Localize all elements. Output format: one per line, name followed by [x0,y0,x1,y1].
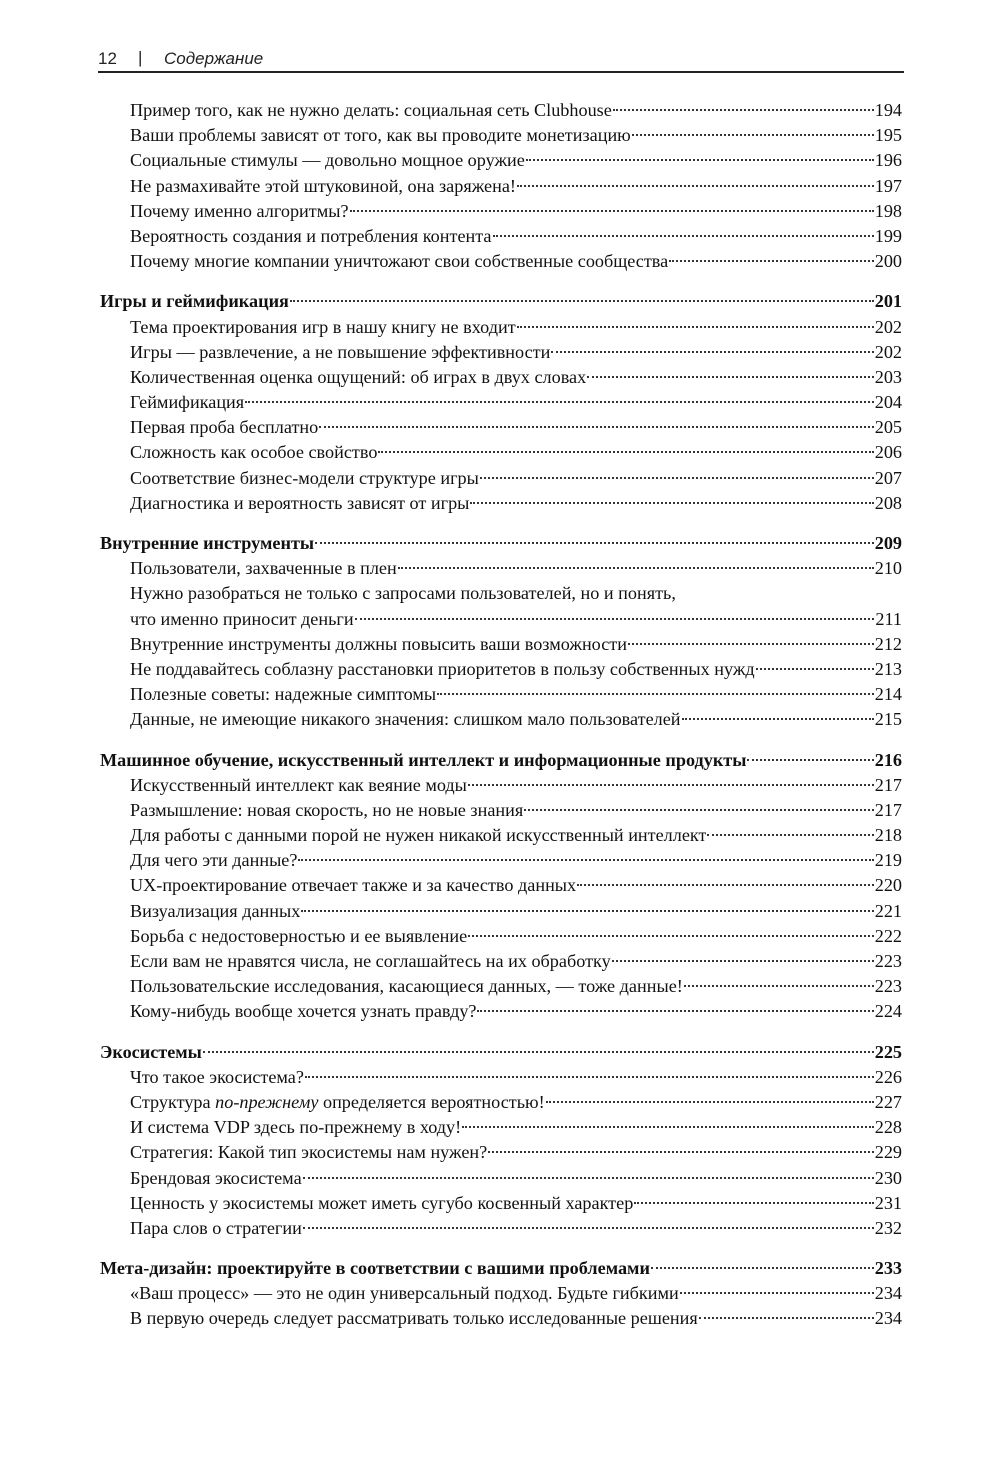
toc-subsection [100,556,902,581]
dot-leader [290,300,874,302]
toc-page-number: 229 [874,1142,902,1163]
dot-leader [747,759,873,761]
toc-page-number: 234 [874,1308,902,1329]
toc-entry-title: Ценность у экосистемы может иметь сугубо косвенный характер [130,1192,634,1213]
dot-leader [517,185,874,187]
toc-page-number: 215 [874,709,902,730]
header-separator: | [138,48,143,67]
toc-subsection [100,773,902,798]
dot-leader [301,910,873,912]
toc-page-number: 211 [875,608,902,629]
dot-leader [305,1076,874,1078]
toc-page-number: 223 [874,976,902,997]
toc-page-number: 221 [874,900,902,921]
toc-subsection [100,466,902,491]
toc-subsection [100,1191,902,1216]
toc-chapter [100,531,902,556]
toc-entry-title: Что такое экосистема? [130,1066,304,1087]
toc-subsection [100,1166,902,1191]
toc-subsection [100,199,902,224]
toc-chapter [100,289,902,314]
dot-leader [378,451,873,453]
toc-page-number: 228 [874,1117,902,1138]
toc-entry-title: Полезные советы: надежные симптомы [130,684,437,705]
dot-leader [628,643,874,645]
dot-leader [355,618,875,620]
toc-subsection [100,1216,902,1241]
toc-page-number: 205 [874,417,902,438]
dot-leader [546,1101,874,1103]
toc-entry-title: И система VDP здесь по-прежнему в ходу! [130,1117,462,1138]
toc-page-number: 194 [874,100,902,120]
toc-page-number: 197 [874,175,902,196]
toc-page-number: 210 [874,558,902,579]
running-header [98,45,904,73]
dot-leader [477,1010,873,1012]
toc-entry-title: Первая проба бесплатно [130,417,319,438]
toc-subsection [100,657,902,682]
dot-leader [303,1177,874,1179]
toc-subsection [100,340,902,365]
toc-subsection [100,1140,902,1165]
dot-leader [315,542,874,544]
toc-page-number: 204 [874,392,902,413]
table-of-contents [100,98,902,1347]
toc-page-number: 226 [874,1066,902,1087]
toc-page-number: 203 [874,366,902,387]
dot-leader [632,134,874,136]
toc-page-number: 199 [874,225,902,246]
toc-subsection [100,1065,902,1090]
toc-entry-title [130,1090,545,1115]
toc-entry-title: Диагностика и вероятность зависят от игры [130,492,470,513]
dot-leader [612,960,874,962]
toc-subsection [100,1090,902,1115]
dot-leader [526,159,874,161]
toc-subsection [100,848,902,873]
toc-page-number: 212 [874,633,902,654]
toc-page-number: 222 [874,925,902,946]
toc-page-number: 234 [874,1283,902,1304]
toc-page-number: 223 [874,951,902,971]
toc-entry-title: Количественная оценка ощущений: об играх в двух словах [130,366,587,387]
toc-page-number: 217 [874,774,902,795]
toc-subsection [100,491,902,516]
toc-page-number: 207 [874,467,902,488]
toc-entry-title: Почему многие компании уничтожают свои собственные сообщества [130,251,669,272]
toc-entry-title: Борьба с недостоверностью и ее выявление [130,925,468,946]
dot-leader [680,1292,874,1294]
toc-subsection [100,440,902,465]
toc-entry-title: Ваши проблемы зависят от того, как вы проводите монетизацию [130,125,631,146]
dot-leader [669,260,873,262]
toc-page-number: 231 [874,1192,902,1213]
dot-leader [524,809,873,811]
dot-leader [699,1317,874,1319]
toc-page-number: 213 [874,658,902,679]
toc-section [100,531,902,733]
toc-entry-title: Пара слов о стратегии [130,1217,302,1238]
toc-entry-title: Мета-дизайн: проектируйте в соответствии с вашими проблемами [100,1258,650,1279]
toc-subsection [100,390,902,415]
toc-entry-title: Для чего эти данные? [130,850,298,871]
toc-page-number: 206 [874,442,902,463]
toc-subsection [100,98,902,123]
dot-leader [350,210,874,212]
toc-entry-title: Если вам не нравятся числа, не соглашайтесь на их обработку [130,951,611,971]
toc-page-number: 217 [874,799,902,820]
toc-section [100,98,902,274]
toc-subsection [100,974,902,999]
dot-leader [517,326,874,328]
toc-page-number: 224 [874,1001,902,1022]
toc-entry-title: UX-проектирование отвечает также и за качество данных [130,875,577,896]
dot-leader [488,1151,873,1153]
dot-leader [462,1126,874,1128]
toc-entry-title: Пользовательские исследования, касающиеся данных, — тоже данные! [130,976,683,997]
page-number: 12 [98,49,117,68]
toc-subsection [100,873,902,898]
toc-entry-title: Сложность как особое свойство [130,442,378,463]
dot-leader [577,884,874,886]
toc-page-number: 233 [874,1258,902,1279]
toc-subsection [100,315,902,340]
toc-entry-title: Соответствие бизнес-модели структуре игры [130,467,479,488]
toc-entry-title: Тема проектирования игр в нашу книгу не входит [130,316,516,337]
toc-subsection [100,798,902,823]
toc-entry-title: Брендовая экосистема [130,1167,302,1188]
toc-subsection [100,999,902,1024]
toc-entry-title: Не поддавайтесь соблазну расстановки приоритетов в пользу собственных нужд [130,658,755,679]
dot-leader [756,668,874,670]
toc-section [100,748,902,1025]
toc-page-number: 198 [874,200,902,221]
toc-subsection [100,632,902,657]
dot-leader [303,1227,874,1229]
toc-page-number: 202 [874,341,902,362]
toc-entry-title: Не размахивайте этой штуковиной, она заряжена! [130,175,516,196]
dot-leader [468,935,874,937]
toc-entry-title: Стратегия: Какой тип экосистемы нам нужен? [130,1142,488,1163]
toc-entry-title: Пример того, как не нужно делать: социальная сеть Clubhouse [130,100,612,120]
toc-page-number: 208 [874,492,902,513]
dot-leader [684,985,874,987]
toc-entry-title: Почему именно алгоритмы? [130,200,349,221]
toc-subsection [100,949,902,974]
toc-entry-title: Данные, не имеющие никакого значения: слишком мало пользователей [130,709,681,730]
toc-entry-title: Вероятность создания и потребления контента [130,225,492,246]
toc-entry-title: Игры — развлечение, а не повышение эффективности [130,341,551,362]
toc-entry-title: В первую очередь следует рассматривать только исследованные решения [130,1308,698,1329]
dot-leader [587,376,874,378]
dot-leader [613,109,874,111]
emphasis-text: по-прежнему [215,1091,319,1112]
toc-subsection [100,707,902,732]
toc-entry-title: Пользователи, захваченные в плен [130,558,397,579]
dot-leader [437,693,874,695]
dot-leader [298,859,873,861]
dot-leader [470,502,873,504]
toc-entry-title: Социальные стимулы — довольно мощное оружие [130,150,525,171]
toc-entry-title: Внутренние инструменты [100,533,315,553]
toc-page-number: 214 [874,684,902,705]
dot-leader [319,426,873,428]
toc-subsection [100,174,902,199]
toc-subsection [100,924,902,949]
toc-entry-title: «Ваш процесс» — это не один универсальный подход. Будьте гибкими [130,1283,679,1304]
toc-page-number: 219 [874,850,902,871]
toc-subsection [100,899,902,924]
toc-section [100,1040,902,1242]
toc-subsection [100,249,902,274]
toc-page-number: 196 [874,150,902,171]
toc-subsection [100,1115,902,1140]
toc-page-number: 220 [874,875,902,896]
toc-page-number: 218 [874,825,902,846]
toc-subsection [100,682,902,707]
toc-page-number: 209 [874,533,902,553]
dot-leader [493,235,874,237]
dot-leader [551,351,873,353]
toc-subsection [100,823,902,848]
toc-subsection [100,123,902,148]
header-title: Содержание [164,49,264,68]
toc-entry-title: Кому-нибудь вообще хочется узнать правду? [130,1001,477,1022]
toc-subsection [100,224,902,249]
toc-subsection [100,581,902,606]
dot-leader [245,401,874,403]
toc-entry-title: Геймификация [130,392,245,413]
dot-leader [468,784,874,786]
toc-subsection [100,365,902,390]
dot-leader [480,477,874,479]
toc-page-number: 195 [874,125,902,146]
toc-entry-title: что именно приносит деньги [130,608,354,629]
toc-entry-title: Экосистемы [100,1041,202,1062]
toc-page-number: 216 [874,749,902,770]
title-fragment: Структура [130,1091,216,1112]
toc-subsection [100,1306,902,1331]
title-fragment: определяется вероятностью! [318,1091,545,1112]
toc-entry-title: Машинное обучение, искусственный интеллект и информационные продукты [100,749,747,770]
toc-page-number: 201 [874,291,902,312]
dot-leader [707,834,873,836]
dot-leader [682,718,874,720]
toc-entry-title: Для работы с данными порой не нужен никакой искусственный интеллект [130,825,707,846]
toc-chapter [100,748,902,773]
dot-leader [651,1267,874,1269]
toc-page-number: 202 [874,316,902,337]
toc-page-number: 232 [874,1217,902,1238]
toc-page-number: 225 [874,1041,902,1062]
toc-chapter [100,1256,902,1281]
toc-entry-title: Игры и геймификация [100,291,289,312]
toc-subsection [100,1281,902,1306]
toc-entry-title: Нужно разобраться не только с запросами пользователей, но и понять, [130,583,676,604]
toc-section [100,1256,902,1332]
dot-leader [398,567,874,569]
toc-chapter [100,1040,902,1065]
toc-page-number: 227 [874,1091,902,1112]
toc-section [100,289,902,516]
toc-subsection [100,148,902,173]
toc-entry-title: Искусственный интеллект как веяние моды [130,774,467,795]
toc-subsection [100,415,902,440]
dot-leader [203,1051,874,1053]
toc-page-number: 230 [874,1167,902,1188]
dot-leader [634,1202,873,1204]
toc-entry-title: Визуализация данных [130,900,301,921]
toc-entry-title: Внутренние инструменты должны повысить ваши возможности [130,633,627,654]
toc-entry-title: Размышление: новая скорость, но не новые знания [130,799,524,820]
toc-page-number: 200 [874,251,902,272]
toc-subsection-continuation [100,607,902,632]
